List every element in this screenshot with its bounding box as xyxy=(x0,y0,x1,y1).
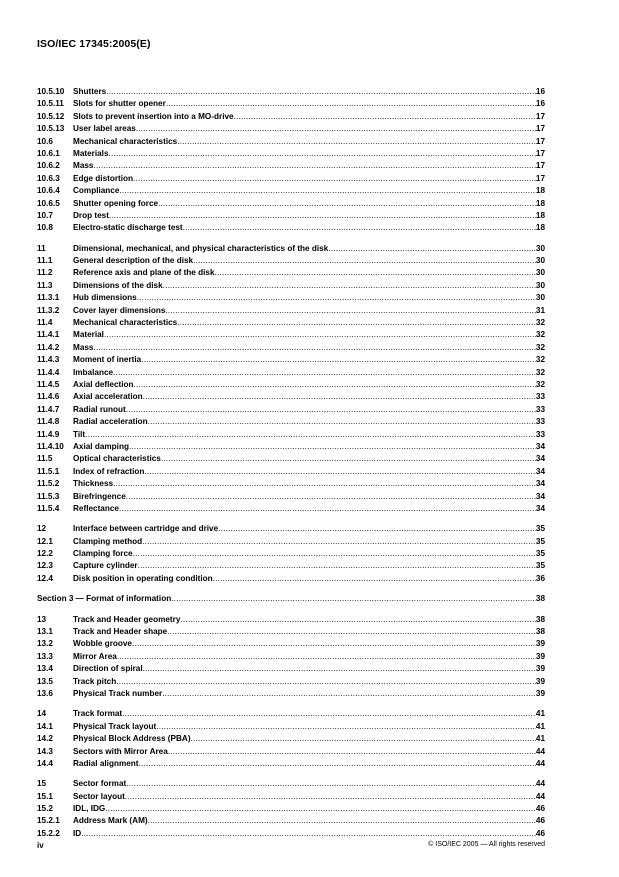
toc-entry-number: 10.7 xyxy=(37,210,53,220)
toc-entry-number: 13.6 xyxy=(37,688,53,698)
toc-leader-dots xyxy=(93,160,535,172)
toc-leader-dots xyxy=(166,98,536,110)
toc-leader-dots xyxy=(132,638,536,650)
toc-leader-dots xyxy=(113,478,536,490)
toc-entry-number: 15 xyxy=(37,779,47,789)
toc-entry-page: 39 xyxy=(535,651,545,661)
toc-entry[interactable] xyxy=(37,148,545,160)
toc-entry-page: 31 xyxy=(535,305,545,315)
toc-entry-title: Radial runout xyxy=(73,404,126,414)
toc-entry-page: 39 xyxy=(535,676,545,686)
toc-entry[interactable] xyxy=(37,243,545,255)
toc-entry-number: 12 xyxy=(37,524,47,534)
toc-group xyxy=(37,86,545,235)
toc-leader-dots xyxy=(177,317,536,329)
toc-entry-page: 16 xyxy=(535,99,545,109)
toc-entry-page: 34 xyxy=(535,441,545,451)
toc-entry-title: Mechanical characteristics xyxy=(73,318,178,328)
toc-entry-page: 39 xyxy=(535,664,545,674)
toc-entry-title: Mirror Area xyxy=(73,651,117,661)
toc-entry[interactable] xyxy=(37,280,545,292)
toc-entry-number: 14.3 xyxy=(37,746,53,756)
toc-entry[interactable] xyxy=(37,111,545,123)
toc-entry-page: 46 xyxy=(535,828,545,838)
toc-entry-page: 18 xyxy=(535,210,545,220)
toc-entry-title: Physical Track number xyxy=(73,688,163,698)
toc-entry-page: 18 xyxy=(535,198,545,208)
toc-group xyxy=(37,523,545,585)
toc-entry[interactable] xyxy=(37,391,545,403)
toc-entry-number: 11.3 xyxy=(37,280,53,290)
toc-entry-number: 12.1 xyxy=(37,536,53,546)
toc-entry-title: Radial acceleration xyxy=(73,417,148,427)
toc-entry[interactable] xyxy=(37,136,545,148)
toc-entry[interactable] xyxy=(37,626,545,638)
toc-entry-page: 32 xyxy=(535,355,545,365)
toc-leader-dots xyxy=(133,173,536,185)
toc-entry-page: 18 xyxy=(535,186,545,196)
toc-leader-dots xyxy=(143,391,536,403)
toc-entry[interactable] xyxy=(37,573,545,585)
toc-entry[interactable] xyxy=(37,173,545,185)
toc-entry-page: 34 xyxy=(535,466,545,476)
toc-entry[interactable] xyxy=(37,222,545,234)
toc-leader-dots xyxy=(158,198,536,210)
toc-entry-title: Section 3 — Format of information xyxy=(37,594,172,604)
toc-entry-page: 41 xyxy=(535,734,545,744)
toc-entry[interactable] xyxy=(37,379,545,391)
toc-entry-page: 30 xyxy=(535,256,545,266)
toc-entry[interactable] xyxy=(37,791,545,803)
toc-entry[interactable] xyxy=(37,305,545,317)
toc-leader-dots xyxy=(144,466,535,478)
toc-entry-title: Materials xyxy=(73,148,109,158)
toc-entry[interactable] xyxy=(37,86,545,98)
toc-entry-page: 33 xyxy=(535,404,545,414)
toc-entry[interactable] xyxy=(37,255,545,267)
toc-entry-title: Electro-static discharge test xyxy=(73,223,183,233)
toc-entry[interactable] xyxy=(37,404,545,416)
toc-entry-title: Dimensional, mechanical, and physical characteristics of the disk xyxy=(73,243,329,253)
toc-entry[interactable] xyxy=(37,441,545,453)
toc-entry-title: Slots for shutter opener xyxy=(73,99,166,109)
toc-entry-title: Shutters xyxy=(73,87,107,96)
toc-entry-title: IDL, IDG xyxy=(73,804,106,814)
toc-entry-number: 13.3 xyxy=(37,651,53,661)
toc-entry-page: 38 xyxy=(535,614,545,624)
page-number: iv xyxy=(37,841,44,850)
toc-entry-number: 11.4.10 xyxy=(37,441,64,451)
toc-leader-dots xyxy=(81,828,536,840)
toc-entry-page: 17 xyxy=(535,136,545,146)
toc-entry-page: 32 xyxy=(535,318,545,328)
toc-entry-number: 11.4.1 xyxy=(37,330,60,340)
toc-group xyxy=(37,614,545,701)
toc-leader-dots xyxy=(105,803,536,815)
toc-entry-number: 11.4.4 xyxy=(37,367,60,377)
toc-leader-dots xyxy=(126,491,536,503)
toc-entry-page: 38 xyxy=(535,627,545,637)
toc-entry[interactable] xyxy=(37,746,545,758)
toc-entry-page: 35 xyxy=(535,536,545,546)
toc-entry-number: 10.6 xyxy=(37,136,53,146)
toc-entry-title: Axial deflection xyxy=(73,379,134,389)
toc-entry-number: 11.5 xyxy=(37,454,53,464)
toc-entry-number: 13.5 xyxy=(37,676,53,686)
toc-entry-page: 34 xyxy=(535,454,545,464)
toc-group xyxy=(37,778,545,840)
toc-entry[interactable] xyxy=(37,651,545,663)
toc-entry-number: 12.4 xyxy=(37,573,53,583)
toc-leader-dots xyxy=(136,123,536,135)
toc-entry-page: 34 xyxy=(535,491,545,501)
toc-entry-page: 34 xyxy=(535,503,545,513)
toc-entry-number: 11.5.3 xyxy=(37,491,60,501)
toc-entry-title: Track format xyxy=(73,709,123,719)
toc-entry-page: 32 xyxy=(535,379,545,389)
toc-entry-title: Disk position in operating condition xyxy=(73,573,213,583)
toc-entry-page: 41 xyxy=(535,709,545,719)
toc-entry-number: 11.4.6 xyxy=(37,392,60,402)
toc-leader-dots xyxy=(109,210,536,222)
toc-entry-page: 34 xyxy=(535,479,545,489)
toc-entry-page: 18 xyxy=(535,223,545,233)
toc-entry-title: Axial damping xyxy=(73,441,129,451)
toc-entry-title: Shutter opening force xyxy=(73,198,159,208)
toc-entry[interactable] xyxy=(37,663,545,675)
toc-entry-number: 11.2 xyxy=(37,268,53,278)
toc-entry-title: Track and Header geometry xyxy=(73,614,181,624)
toc-entry[interactable] xyxy=(37,491,545,503)
toc-entry-number: 10.5.10 xyxy=(37,87,65,96)
toc-leader-dots xyxy=(126,778,536,790)
toc-entry-page: 30 xyxy=(535,293,545,303)
toc-entry-page: 17 xyxy=(535,124,545,134)
toc-group xyxy=(37,708,545,770)
toc-leader-dots xyxy=(215,267,536,279)
toc-entry-number: 11.4.2 xyxy=(37,342,60,352)
toc-entry-title: Thickness xyxy=(73,479,114,489)
toc-entry-number: 15.1 xyxy=(37,791,53,801)
toc-leader-dots xyxy=(148,815,536,827)
toc-entry[interactable] xyxy=(37,803,545,815)
document-id-header: ISO/IEC 17345:2005(E) xyxy=(37,38,151,50)
toc-entry-page: 32 xyxy=(535,367,545,377)
toc-entry-page: 44 xyxy=(535,758,545,768)
toc-entry-number: 13 xyxy=(37,614,47,624)
toc-entry-page: 38 xyxy=(535,594,545,604)
toc-leader-dots xyxy=(126,404,536,416)
toc-entry-page: 17 xyxy=(535,111,545,121)
toc-leader-dots xyxy=(143,663,536,675)
toc-entry-page: 44 xyxy=(535,791,545,801)
toc-leader-dots xyxy=(163,280,536,292)
toc-entry[interactable] xyxy=(37,733,545,745)
toc-entry-title: Slots to prevent insertion into a MO-drive xyxy=(73,111,234,121)
toc-entry-page: 41 xyxy=(535,721,545,731)
toc-entry-title: Interface between cartridge and drive xyxy=(73,524,219,534)
toc-leader-dots xyxy=(193,255,536,267)
toc-entry-number: 14.2 xyxy=(37,734,53,744)
toc-entry[interactable] xyxy=(37,614,545,626)
toc-leader-dots xyxy=(125,791,536,803)
toc-leader-dots xyxy=(180,614,535,626)
toc-leader-dots xyxy=(113,367,536,379)
toc-entry-title: Mass xyxy=(73,342,94,352)
toc-entry-page: 44 xyxy=(535,746,545,756)
toc-entry[interactable] xyxy=(37,292,545,304)
toc-entry[interactable] xyxy=(37,708,545,720)
toc-entry-number: 11.4 xyxy=(37,318,53,328)
toc-leader-dots xyxy=(183,222,536,234)
toc-entry[interactable] xyxy=(37,367,545,379)
toc-entry-page: 16 xyxy=(535,87,545,96)
toc-leader-dots xyxy=(167,626,536,638)
toc-entry-number: 11.4.3 xyxy=(37,355,60,365)
toc-leader-dots xyxy=(119,503,536,515)
toc-entry-page: 44 xyxy=(535,779,545,789)
toc-entry-title: Physical Track layout xyxy=(73,721,157,731)
toc-leader-dots xyxy=(109,148,536,160)
toc-entry-number: 10.5.12 xyxy=(37,111,65,121)
toc-entry-number: 11.1 xyxy=(37,256,53,266)
toc-entry-title: Track pitch xyxy=(73,676,117,686)
toc-entry[interactable] xyxy=(37,758,545,770)
toc-entry[interactable] xyxy=(37,560,545,572)
toc-entry-title: Moment of inertia xyxy=(73,355,142,365)
toc-entry[interactable] xyxy=(37,688,545,700)
toc-leader-dots xyxy=(148,416,536,428)
toc-entry-number: 10.6.4 xyxy=(37,186,60,196)
toc-entry[interactable] xyxy=(37,342,545,354)
toc-entry[interactable] xyxy=(37,210,545,222)
toc-entry-title: Hub dimensions xyxy=(73,293,137,303)
toc-entry-page: 32 xyxy=(535,330,545,340)
toc-entry-title: Radial alignment xyxy=(73,758,139,768)
toc-entry[interactable] xyxy=(37,503,545,515)
toc-entry-page: 35 xyxy=(535,549,545,559)
toc-entry[interactable] xyxy=(37,198,545,210)
toc-leader-dots xyxy=(93,342,535,354)
toc-entry-number: 10.6.2 xyxy=(37,161,60,171)
toc-entry-number: 12.2 xyxy=(37,549,53,559)
toc-leader-dots xyxy=(142,536,536,548)
toc-entry[interactable] xyxy=(37,778,545,790)
toc-entry-number: 15.2.1 xyxy=(37,816,60,826)
toc-entry[interactable] xyxy=(37,267,545,279)
toc-entry-page: 32 xyxy=(535,342,545,352)
toc-leader-dots xyxy=(138,560,536,572)
toc-entry-number: 11.5.2 xyxy=(37,479,60,489)
toc-entry-number: 10.6.1 xyxy=(37,148,60,158)
toc-entry-number: 10.5.11 xyxy=(37,99,64,109)
toc-leader-dots xyxy=(141,354,536,366)
toc-entry-number: 12.3 xyxy=(37,561,53,571)
toc-entry-title: Axial acceleration xyxy=(73,392,143,402)
toc-entry-number: 11.4.7 xyxy=(37,404,60,414)
toc-entry-page: 30 xyxy=(535,243,545,253)
toc-entry-number: 14.4 xyxy=(37,758,53,768)
toc-leader-dots xyxy=(168,746,536,758)
toc-entry-page: 36 xyxy=(535,573,545,583)
toc-leader-dots xyxy=(117,651,536,663)
toc-entry-title: Sector layout xyxy=(73,791,125,801)
toc-entry-title: Edge distortion xyxy=(73,173,134,183)
toc-entry-title: Track and Header shape xyxy=(73,627,168,637)
toc-entry-page: 39 xyxy=(535,639,545,649)
toc-leader-dots xyxy=(134,379,536,391)
toc-leader-dots xyxy=(133,548,536,560)
toc-entry-title: Capture cylinder xyxy=(73,561,138,571)
toc-entry-title: Mechanical characteristics xyxy=(73,136,178,146)
toc-entry-title: Imbalance xyxy=(73,367,114,377)
toc-leader-dots xyxy=(161,453,536,465)
toc-entry[interactable] xyxy=(37,478,545,490)
toc-leader-dots xyxy=(165,305,536,317)
toc-entry-title: Reflectance xyxy=(73,503,119,513)
toc-entry-number: 11.4.8 xyxy=(37,417,60,427)
toc-entry-title: General description of the disk xyxy=(73,256,194,266)
toc-entry-number: 13.4 xyxy=(37,664,53,674)
toc-entry-number: 13.2 xyxy=(37,639,53,649)
toc-leader-dots xyxy=(234,111,536,123)
toc-entry-title: Reference axis and plane of the disk xyxy=(73,268,215,278)
toc-entry-title: Direction of spiral xyxy=(73,664,143,674)
toc-entry-title: Index of refraction xyxy=(73,466,145,476)
toc-group xyxy=(37,593,545,605)
toc-entry-number: 15.2 xyxy=(37,804,53,814)
toc-entry-title: Sectors with Mirror Area xyxy=(73,746,168,756)
toc-entry[interactable] xyxy=(37,185,545,197)
toc-entry-title: Mass xyxy=(73,161,94,171)
table-of-contents xyxy=(37,86,545,848)
toc-entry[interactable] xyxy=(37,828,545,840)
toc-leader-dots xyxy=(328,243,536,255)
toc-entry[interactable] xyxy=(37,416,545,428)
toc-leader-dots xyxy=(191,733,536,745)
toc-leader-dots xyxy=(139,758,536,770)
toc-leader-dots xyxy=(177,136,536,148)
toc-entry-page: 17 xyxy=(535,173,545,183)
toc-entry-number: 10.6.5 xyxy=(37,198,60,208)
toc-entry[interactable] xyxy=(37,536,545,548)
toc-entry-page: 33 xyxy=(535,429,545,439)
toc-entry[interactable] xyxy=(37,721,545,733)
toc-entry-page: 30 xyxy=(535,268,545,278)
toc-entry-title: User label areas xyxy=(73,124,136,134)
toc-entry-title: ID xyxy=(73,828,82,838)
toc-entry-number: 10.8 xyxy=(37,223,53,233)
toc-entry[interactable] xyxy=(37,466,545,478)
toc-entry[interactable] xyxy=(37,453,545,465)
toc-entry-title: Sector format xyxy=(73,779,127,789)
toc-entry[interactable] xyxy=(37,815,545,827)
toc-entry[interactable] xyxy=(37,523,545,535)
toc-entry-title: Address Mark (AM) xyxy=(73,816,148,826)
toc-leader-dots xyxy=(171,593,536,605)
toc-leader-dots xyxy=(85,429,536,441)
toc-entry-page: 33 xyxy=(535,417,545,427)
toc-entry[interactable] xyxy=(37,160,545,172)
toc-entry-page: 33 xyxy=(535,392,545,402)
toc-entry-page: 17 xyxy=(535,148,545,158)
toc-entry[interactable] xyxy=(37,123,545,135)
toc-leader-dots xyxy=(119,185,535,197)
toc-entry-page: 35 xyxy=(535,524,545,534)
toc-entry-number: 14 xyxy=(37,709,47,719)
toc-entry-title: Tilt xyxy=(73,429,86,439)
toc-leader-dots xyxy=(137,292,536,304)
toc-leader-dots xyxy=(129,441,536,453)
toc-entry-number: 15.2.2 xyxy=(37,828,60,838)
toc-entry-number: 10.6.3 xyxy=(37,173,60,183)
toc-entry-page: 46 xyxy=(535,816,545,826)
toc-leader-dots xyxy=(122,708,536,720)
toc-entry-number: 11.4.9 xyxy=(37,429,60,439)
toc-entry[interactable] xyxy=(37,98,545,110)
toc-entry-number: 10.5.13 xyxy=(37,124,65,134)
toc-entry-number: 14.1 xyxy=(37,721,53,731)
toc-leader-dots xyxy=(106,86,536,98)
toc-entry[interactable] xyxy=(37,548,545,560)
toc-leader-dots xyxy=(156,721,536,733)
toc-entry-title: Clamping method xyxy=(73,536,143,546)
toc-leader-dots xyxy=(104,329,536,341)
toc-entry-title: Drop test xyxy=(73,210,109,220)
toc-entry-page: 35 xyxy=(535,561,545,571)
toc-entry-title: Physical Block Address (PBA) xyxy=(73,734,191,744)
toc-entry[interactable] xyxy=(37,676,545,688)
toc-entry-title: Clamping force xyxy=(73,549,133,559)
toc-entry-page: 30 xyxy=(535,280,545,290)
toc-leader-dots xyxy=(213,573,536,585)
toc-entry-title: Material xyxy=(73,330,104,340)
toc-entry[interactable] xyxy=(37,317,545,329)
toc-entry-page: 39 xyxy=(535,688,545,698)
toc-entry-number: 11.3.1 xyxy=(37,293,60,303)
toc-entry-page: 46 xyxy=(535,804,545,814)
toc-entry[interactable] xyxy=(37,354,545,366)
toc-leader-dots xyxy=(162,688,536,700)
toc-entry[interactable] xyxy=(37,329,545,341)
toc-entry-title: Compliance xyxy=(73,186,120,196)
toc-entry-page: 17 xyxy=(535,161,545,171)
copyright-notice: © ISO/IEC 2005 — All rights reserved xyxy=(428,841,545,848)
toc-entry[interactable] xyxy=(37,593,545,605)
toc-entry-number: 11.5.1 xyxy=(37,466,60,476)
toc-entry-number: 11 xyxy=(37,243,46,253)
toc-entry-number: 11.3.2 xyxy=(37,305,60,315)
toc-entry-title: Wobble groove xyxy=(73,639,132,649)
toc-leader-dots xyxy=(116,676,536,688)
toc-entry-number: 11.4.5 xyxy=(37,379,60,389)
toc-entry-title: Birefringence xyxy=(73,491,126,501)
toc-entry-title: Cover layer dimensions xyxy=(73,305,166,315)
toc-leader-dots xyxy=(218,523,536,535)
toc-entry-title: Optical characteristics xyxy=(73,454,161,464)
toc-entry-number: 11.5.4 xyxy=(37,503,60,513)
toc-group xyxy=(37,243,545,516)
toc-entry-title: Dimensions of the disk xyxy=(73,280,163,290)
toc-entry-number: 13.1 xyxy=(37,627,53,637)
toc-entry[interactable] xyxy=(37,429,545,441)
toc-entry[interactable] xyxy=(37,638,545,650)
